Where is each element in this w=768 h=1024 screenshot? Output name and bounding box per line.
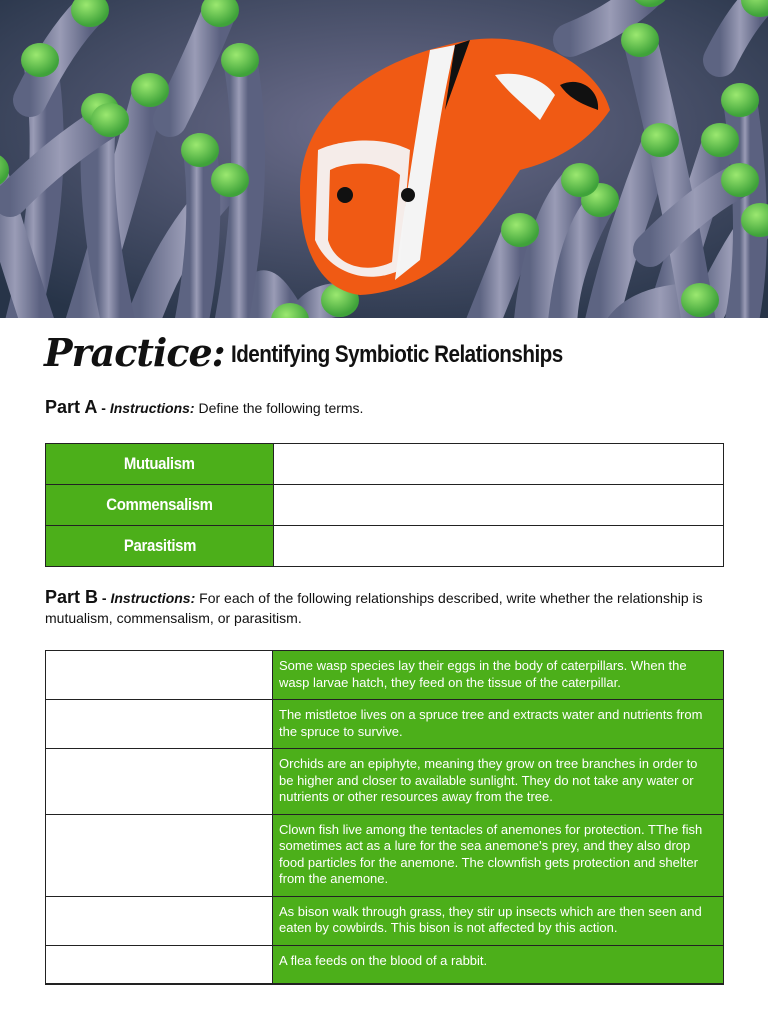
relationship-description: The mistletoe lives on a spruce tree and extracts water and nutrients from the spruce to survive. bbox=[273, 700, 724, 749]
table-row bbox=[46, 485, 724, 526]
part-a-label: Part A bbox=[45, 397, 98, 417]
relationship-answer-field[interactable] bbox=[46, 896, 273, 945]
part-a-instructions-text: Define the following terms. bbox=[194, 400, 364, 416]
table-row bbox=[46, 749, 724, 815]
relationship-description: As bison walk through grass, they stir up insects which are then seen and eaten by cowbirds. This bison is not affected by this action. bbox=[273, 896, 724, 945]
definitions-table bbox=[45, 443, 724, 567]
definition-answer-field[interactable] bbox=[274, 444, 724, 485]
relationship-description: Clown fish live among the tentacles of anemones for protection. TThe fish sometimes act as a lure for the sea anemone's prey, and they also drop food particles for the anemone. The clownfish gets protection and shelter from the anemone. bbox=[273, 814, 724, 896]
table-row bbox=[46, 945, 724, 984]
term-cell bbox=[46, 485, 274, 526]
table-row bbox=[46, 814, 724, 896]
part-b-instructions-label: Instructions: bbox=[110, 590, 196, 606]
relationship-answer-field[interactable] bbox=[46, 945, 273, 984]
clownfish-anemone-illustration bbox=[0, 0, 768, 318]
table-row bbox=[46, 896, 724, 945]
part-a-instructions-label: Instructions: bbox=[109, 400, 195, 416]
part-b-dash: - bbox=[98, 590, 111, 606]
table-row bbox=[46, 700, 724, 749]
part-a-dash: - bbox=[97, 400, 110, 416]
part-b-heading bbox=[45, 587, 725, 628]
hero-image bbox=[0, 0, 768, 318]
part-a-heading bbox=[45, 397, 725, 418]
term-label: Mutualism bbox=[124, 454, 195, 473]
part-b-label: Part B bbox=[45, 587, 99, 607]
term-cell bbox=[46, 444, 274, 485]
relationship-description: A flea feeds on the blood of a rabbit. bbox=[273, 945, 724, 984]
definition-answer-field[interactable] bbox=[274, 526, 724, 567]
title-script: Practice: bbox=[44, 330, 225, 375]
part-b-instructions-text: For each of the following relationships described, write whether the relationship is mutualism, commensalism, or parasitism. bbox=[45, 590, 703, 626]
relationship-answer-field[interactable] bbox=[46, 814, 273, 896]
relationship-description: Some wasp species lay their eggs in the body of caterpillars. When the wasp larvae hatch, they feed on the tissue of the caterpillar. bbox=[273, 651, 724, 700]
relationships-table bbox=[45, 650, 724, 985]
relationship-description: Orchids are an epiphyte, meaning they grow on tree branches in order to be higher and closer to available sunlight. They do not take any water or nutrients or other resources away from the tree. bbox=[273, 749, 724, 815]
table-row bbox=[46, 526, 724, 567]
term-label: Parasitism bbox=[123, 536, 196, 555]
table-row bbox=[46, 651, 724, 700]
table-row bbox=[46, 444, 724, 485]
definition-answer-field[interactable] bbox=[274, 485, 724, 526]
worksheet-title bbox=[44, 322, 616, 375]
relationship-answer-field[interactable] bbox=[46, 651, 273, 700]
relationship-answer-field[interactable] bbox=[46, 749, 273, 815]
term-cell bbox=[46, 526, 274, 567]
relationship-answer-field[interactable] bbox=[46, 700, 273, 749]
term-label: Commensalism bbox=[106, 495, 213, 514]
title-main: Identifying Symbiotic Relationships bbox=[230, 341, 563, 368]
